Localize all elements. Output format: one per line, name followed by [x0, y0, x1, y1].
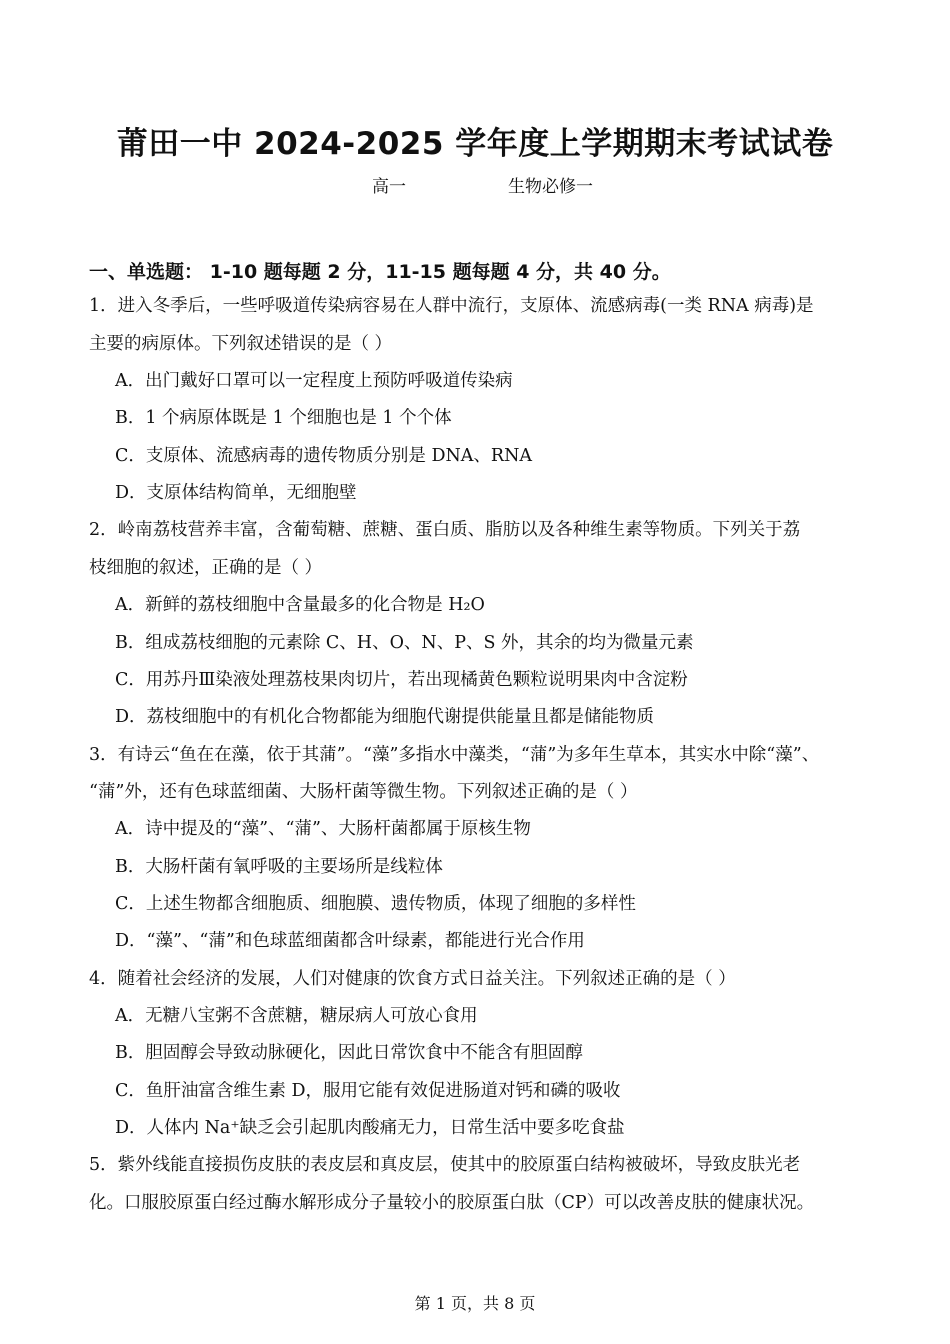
question-5-line-1: 5．紫外线能直接损伤皮肤的表皮层和真皮层，使其中的胶原蛋白结构被破坏，导致皮肤光老: [89, 1155, 801, 1175]
question-2-option-a: A．新鲜的荔枝细胞中含量最多的化合物是 H₂O: [115, 595, 485, 615]
question-4-line-1: 4．随着社会经济的发展，人们对健康的饮食方式日益关注。下列叙述正确的是（ ）: [89, 969, 736, 989]
question-1-option-a: A．出门戴好口罩可以一定程度上预防呼吸道传染病: [115, 371, 513, 391]
question-4-option-d: D．人体内 Na⁺缺乏会引起肌肉酸痛无力，日常生活中要多吃食盐: [115, 1118, 625, 1138]
question-3-option-d: D．“藻”、“蒲”和色球蓝细菌都含叶绿素，都能进行光合作用: [115, 931, 585, 951]
question-3-option-c: C．上述生物都含细胞质、细胞膜、遗传物质，体现了细胞的多样性: [115, 894, 636, 914]
question-2-option-c: C．用苏丹Ⅲ染液处理荔枝果肉切片，若出现橘黄色颗粒说明果肉中含淀粉: [115, 670, 688, 690]
question-4-option-b: B．胆固醇会导致动脉硬化，因此日常饮食中不能含有胆固醇: [115, 1043, 583, 1063]
question-4-option-a: A．无糖八宝粥不含蔗糖，糖尿病人可放心食用: [115, 1006, 478, 1026]
question-3-option-a: A．诗中提及的“藻”、“蒲”、大肠杆菌都属于原核生物: [115, 819, 531, 839]
question-1-option-b: B．1 个病原体既是 1 个细胞也是 1 个个体: [115, 408, 452, 428]
question-2-line-2: 枝细胞的叙述，正确的是（ ）: [89, 558, 323, 578]
question-1-option-d: D．支原体结构简单，无细胞壁: [115, 483, 357, 503]
question-1-line-1: 1．进入冬季后，一些呼吸道传染病容易在人群中流行，支原体、流感病毒(一类 RNA 病毒)是: [89, 296, 814, 316]
page-number: 第 1 页，共 8 页: [414, 1294, 536, 1313]
question-2-line-1: 2．岭南荔枝营养丰富，含葡萄糖、蔗糖、蛋白质、脂肪以及各种维生素等物质。下列关于荔: [89, 520, 801, 540]
question-3-option-b: B．大肠杆菌有氧呼吸的主要场所是线粒体: [115, 857, 443, 877]
question-1-option-c: C．支原体、流感病毒的遗传物质分别是 DNA、RNA: [115, 446, 533, 466]
question-1-line-2: 主要的病原体。下列叙述错误的是（ ）: [89, 334, 393, 354]
question-2-option-d: D．荔枝细胞中的有机化合物都能为细胞代谢提供能量且都是储能物质: [115, 707, 655, 727]
exam-title: 莆田一中 2024-2025 学年度上学期期末考试试卷: [116, 126, 834, 162]
question-3-line-2: “蒲”外，还有色球蓝细菌、大肠杆菌等微生物。下列叙述正确的是（ ）: [89, 782, 638, 802]
grade-label: 高一: [372, 177, 406, 197]
question-3-line-1: 3．有诗云“鱼在在藻，依于其蒲”。“藻”多指水中藻类，“蒲”为多年生草本，其实水中除“藻”、: [89, 745, 820, 765]
question-4-option-c: C．鱼肝油富含维生素 D，服用它能有效促进肠道对钙和磷的吸收: [115, 1081, 621, 1101]
subject-label: 生物必修一: [508, 177, 593, 197]
question-2-option-b: B．组成荔枝细胞的元素除 C、H、O、N、P、S 外，其余的均为微量元素: [115, 633, 694, 653]
question-5-line-2: 化。口服胶原蛋白经过酶水解形成分子量较小的胶原蛋白肽（CP）可以改善皮肤的健康状况。: [89, 1193, 815, 1213]
section-heading: 一、单选题： 1-10 题每题 2 分，11-15 题每题 4 分，共 40 分。: [89, 261, 671, 283]
